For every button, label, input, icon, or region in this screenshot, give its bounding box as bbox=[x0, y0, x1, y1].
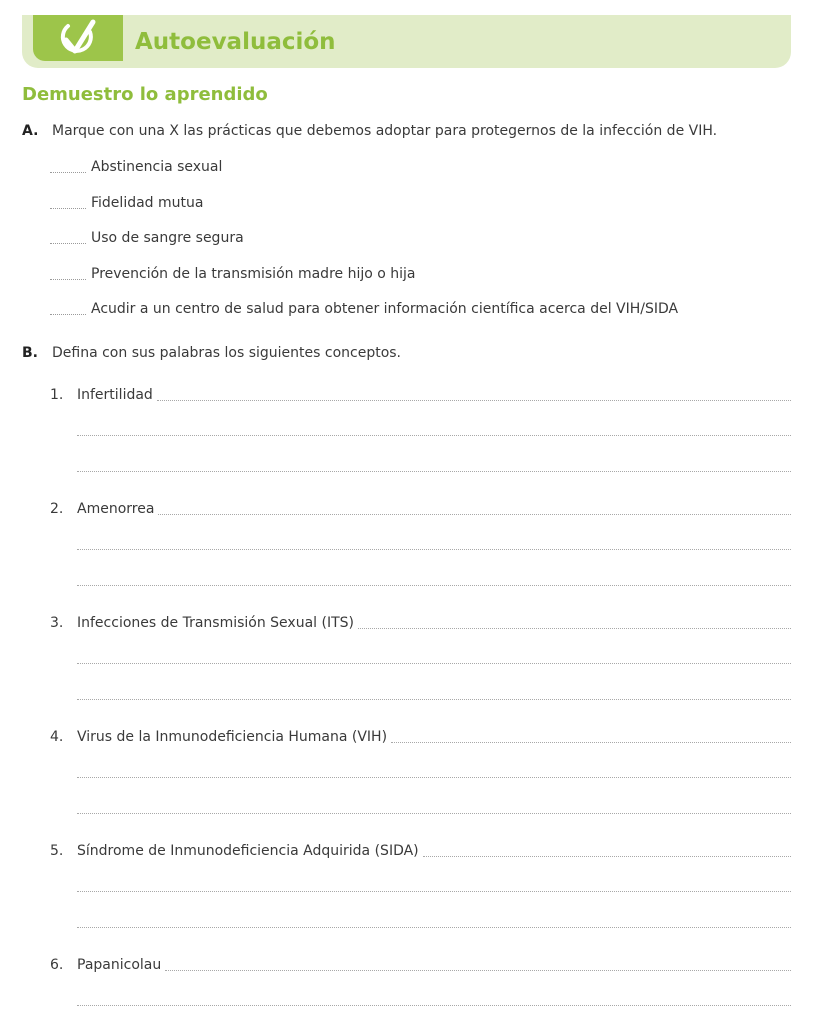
answer-line[interactable] bbox=[77, 699, 791, 700]
item-term: Papanicolau bbox=[77, 957, 162, 973]
item-term: Síndrome de Inmunodeficiencia Adquirida (SIDA) bbox=[77, 843, 419, 859]
item-number: 6. bbox=[50, 957, 64, 973]
answer-line[interactable] bbox=[77, 777, 791, 778]
answer-line[interactable] bbox=[77, 435, 791, 436]
answer-line[interactable] bbox=[77, 927, 791, 928]
item-term: Amenorrea bbox=[77, 501, 155, 517]
item-term: Infertilidad bbox=[77, 387, 153, 403]
definition-item bbox=[50, 727, 791, 747]
item-number: 2. bbox=[50, 501, 64, 517]
definition-item bbox=[50, 955, 791, 975]
answer-line[interactable] bbox=[423, 856, 791, 857]
answer-line[interactable] bbox=[77, 813, 791, 814]
mark-blank[interactable] bbox=[50, 208, 86, 209]
part-a-letter: A. bbox=[22, 123, 39, 139]
definition-item bbox=[50, 385, 791, 405]
answer-line[interactable] bbox=[158, 514, 791, 515]
option-label: Uso de sangre segura bbox=[91, 230, 244, 246]
item-number: 1. bbox=[50, 387, 64, 403]
item-number: 5. bbox=[50, 843, 64, 859]
part-b-letter: B. bbox=[22, 345, 38, 361]
definition-item bbox=[50, 613, 791, 633]
option-item bbox=[50, 157, 222, 177]
definition-item bbox=[50, 841, 791, 861]
part-a-instruction bbox=[22, 121, 717, 141]
section-title: Demuestro lo aprendido bbox=[22, 84, 268, 105]
option-label: Abstinencia sexual bbox=[91, 159, 223, 175]
mark-blank[interactable] bbox=[50, 314, 86, 315]
page-title: Autoevaluación bbox=[135, 29, 336, 55]
answer-line[interactable] bbox=[157, 400, 791, 401]
answer-line[interactable] bbox=[391, 742, 791, 743]
item-number: 3. bbox=[50, 615, 64, 631]
answer-line[interactable] bbox=[165, 970, 791, 971]
mark-blank[interactable] bbox=[50, 279, 86, 280]
item-term: Virus de la Inmunodeficiencia Humana (VIH) bbox=[77, 729, 388, 745]
mark-blank[interactable] bbox=[50, 172, 86, 173]
option-item bbox=[50, 264, 416, 284]
option-item bbox=[50, 299, 678, 319]
answer-line[interactable] bbox=[77, 663, 791, 664]
part-b-instruction bbox=[22, 343, 401, 363]
header-badge bbox=[33, 15, 123, 61]
part-a-text: Marque con una X las prácticas que debemos adoptar para protegernos de la infección de VIH. bbox=[52, 123, 718, 139]
item-term: Infecciones de Transmisión Sexual (ITS) bbox=[77, 615, 354, 631]
answer-line[interactable] bbox=[77, 585, 791, 586]
answer-line[interactable] bbox=[77, 549, 791, 550]
option-label: Fidelidad mutua bbox=[91, 195, 204, 211]
mark-blank[interactable] bbox=[50, 243, 86, 244]
option-item bbox=[50, 228, 244, 248]
part-b-text: Defina con sus palabras los siguientes conceptos. bbox=[52, 345, 402, 361]
answer-line[interactable] bbox=[77, 471, 791, 472]
answer-line[interactable] bbox=[77, 891, 791, 892]
option-item bbox=[50, 193, 203, 213]
answer-line[interactable] bbox=[358, 628, 791, 629]
check-circle-icon bbox=[56, 18, 100, 58]
option-label: Prevención de la transmisión madre hijo o hija bbox=[91, 266, 416, 282]
answer-line[interactable] bbox=[77, 1005, 791, 1006]
definition-item bbox=[50, 499, 791, 519]
option-label: Acudir a un centro de salud para obtener información científica acerca del VIH/SIDA bbox=[91, 301, 679, 317]
item-number: 4. bbox=[50, 729, 64, 745]
